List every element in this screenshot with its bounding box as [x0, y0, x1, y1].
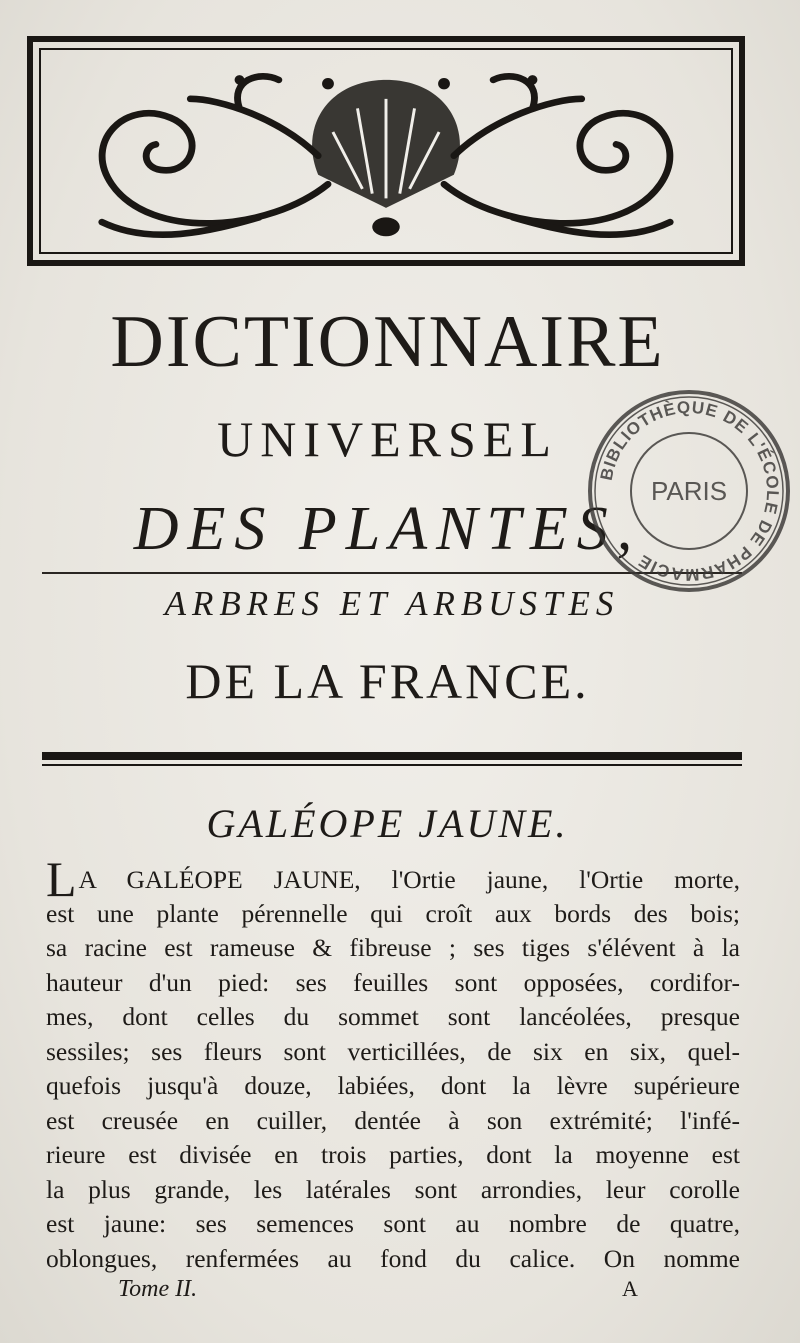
body-line-4: hauteur d'un pied: ses feuilles sont opposées, cordifor-: [46, 967, 740, 997]
title-des-plantes: DES PLANTES,: [133, 495, 642, 563]
body-line-3: sa racine est rameuse & fibreuse ; ses tiges s'élévent à la: [46, 933, 740, 962]
body-line-10: la plus grande, les latérales sont arrondies, leur corolle: [46, 1174, 740, 1204]
body-line-5: mes, dont celles du sommet sont lancéolées, presque: [46, 1002, 740, 1031]
double-rule-thick: [42, 752, 742, 760]
body-line-2: est une plante pérennelle qui croît aux bords des bois;: [46, 898, 740, 928]
stamp-artwork: [586, 388, 792, 594]
body-line-6: sessiles; ses fleurs sont verticillées, de six en six, quel-: [46, 1036, 740, 1066]
volume-label: Tome II.: [118, 1276, 198, 1302]
title-arbres-arbustes: ARBRES ET ARBUSTES: [164, 584, 620, 623]
stamp-center-text: PARIS: [650, 476, 728, 506]
body-line-1: LA GALÉOPE JAUNE, l'Ortie jaune, l'Ortie morte,: [46, 862, 740, 897]
body-line-12: oblongues, renfermées au fond du calice. On nomme: [46, 1243, 740, 1273]
library-stamp: [586, 388, 792, 594]
body-line-9: rieure est divisée en trois parties, dont la moyenne est: [46, 1140, 740, 1169]
headpiece-ornament: [27, 36, 745, 266]
article-heading: GALÉOPE JAUNE.: [206, 801, 569, 846]
double-rule-thin: [42, 764, 742, 766]
stamp-ring-text: BIBLIOTHÈQUE DE L'ÉCOLE DE PHARMACIE: [596, 397, 783, 585]
title-universel: UNIVERSEL: [217, 411, 558, 467]
title-dictionnaire: DICTIONNAIRE: [110, 301, 665, 383]
signature-mark: A: [622, 1276, 638, 1301]
title-de-la-france: DE LA FRANCE.: [185, 653, 590, 709]
body-line-7: quefois jusqu'à douze, labiées, dont la lèvre supérieure: [46, 1071, 740, 1100]
body-line-8: est creusée en cuiller, dentée à son extrémité; l'infé-: [46, 1105, 740, 1135]
drop-cap: L: [46, 862, 77, 897]
ornament-artwork: [33, 42, 739, 260]
body-line-11: est jaune: ses semences sont au nombre de quatre,: [46, 1209, 740, 1238]
article-body: [46, 862, 740, 1276]
